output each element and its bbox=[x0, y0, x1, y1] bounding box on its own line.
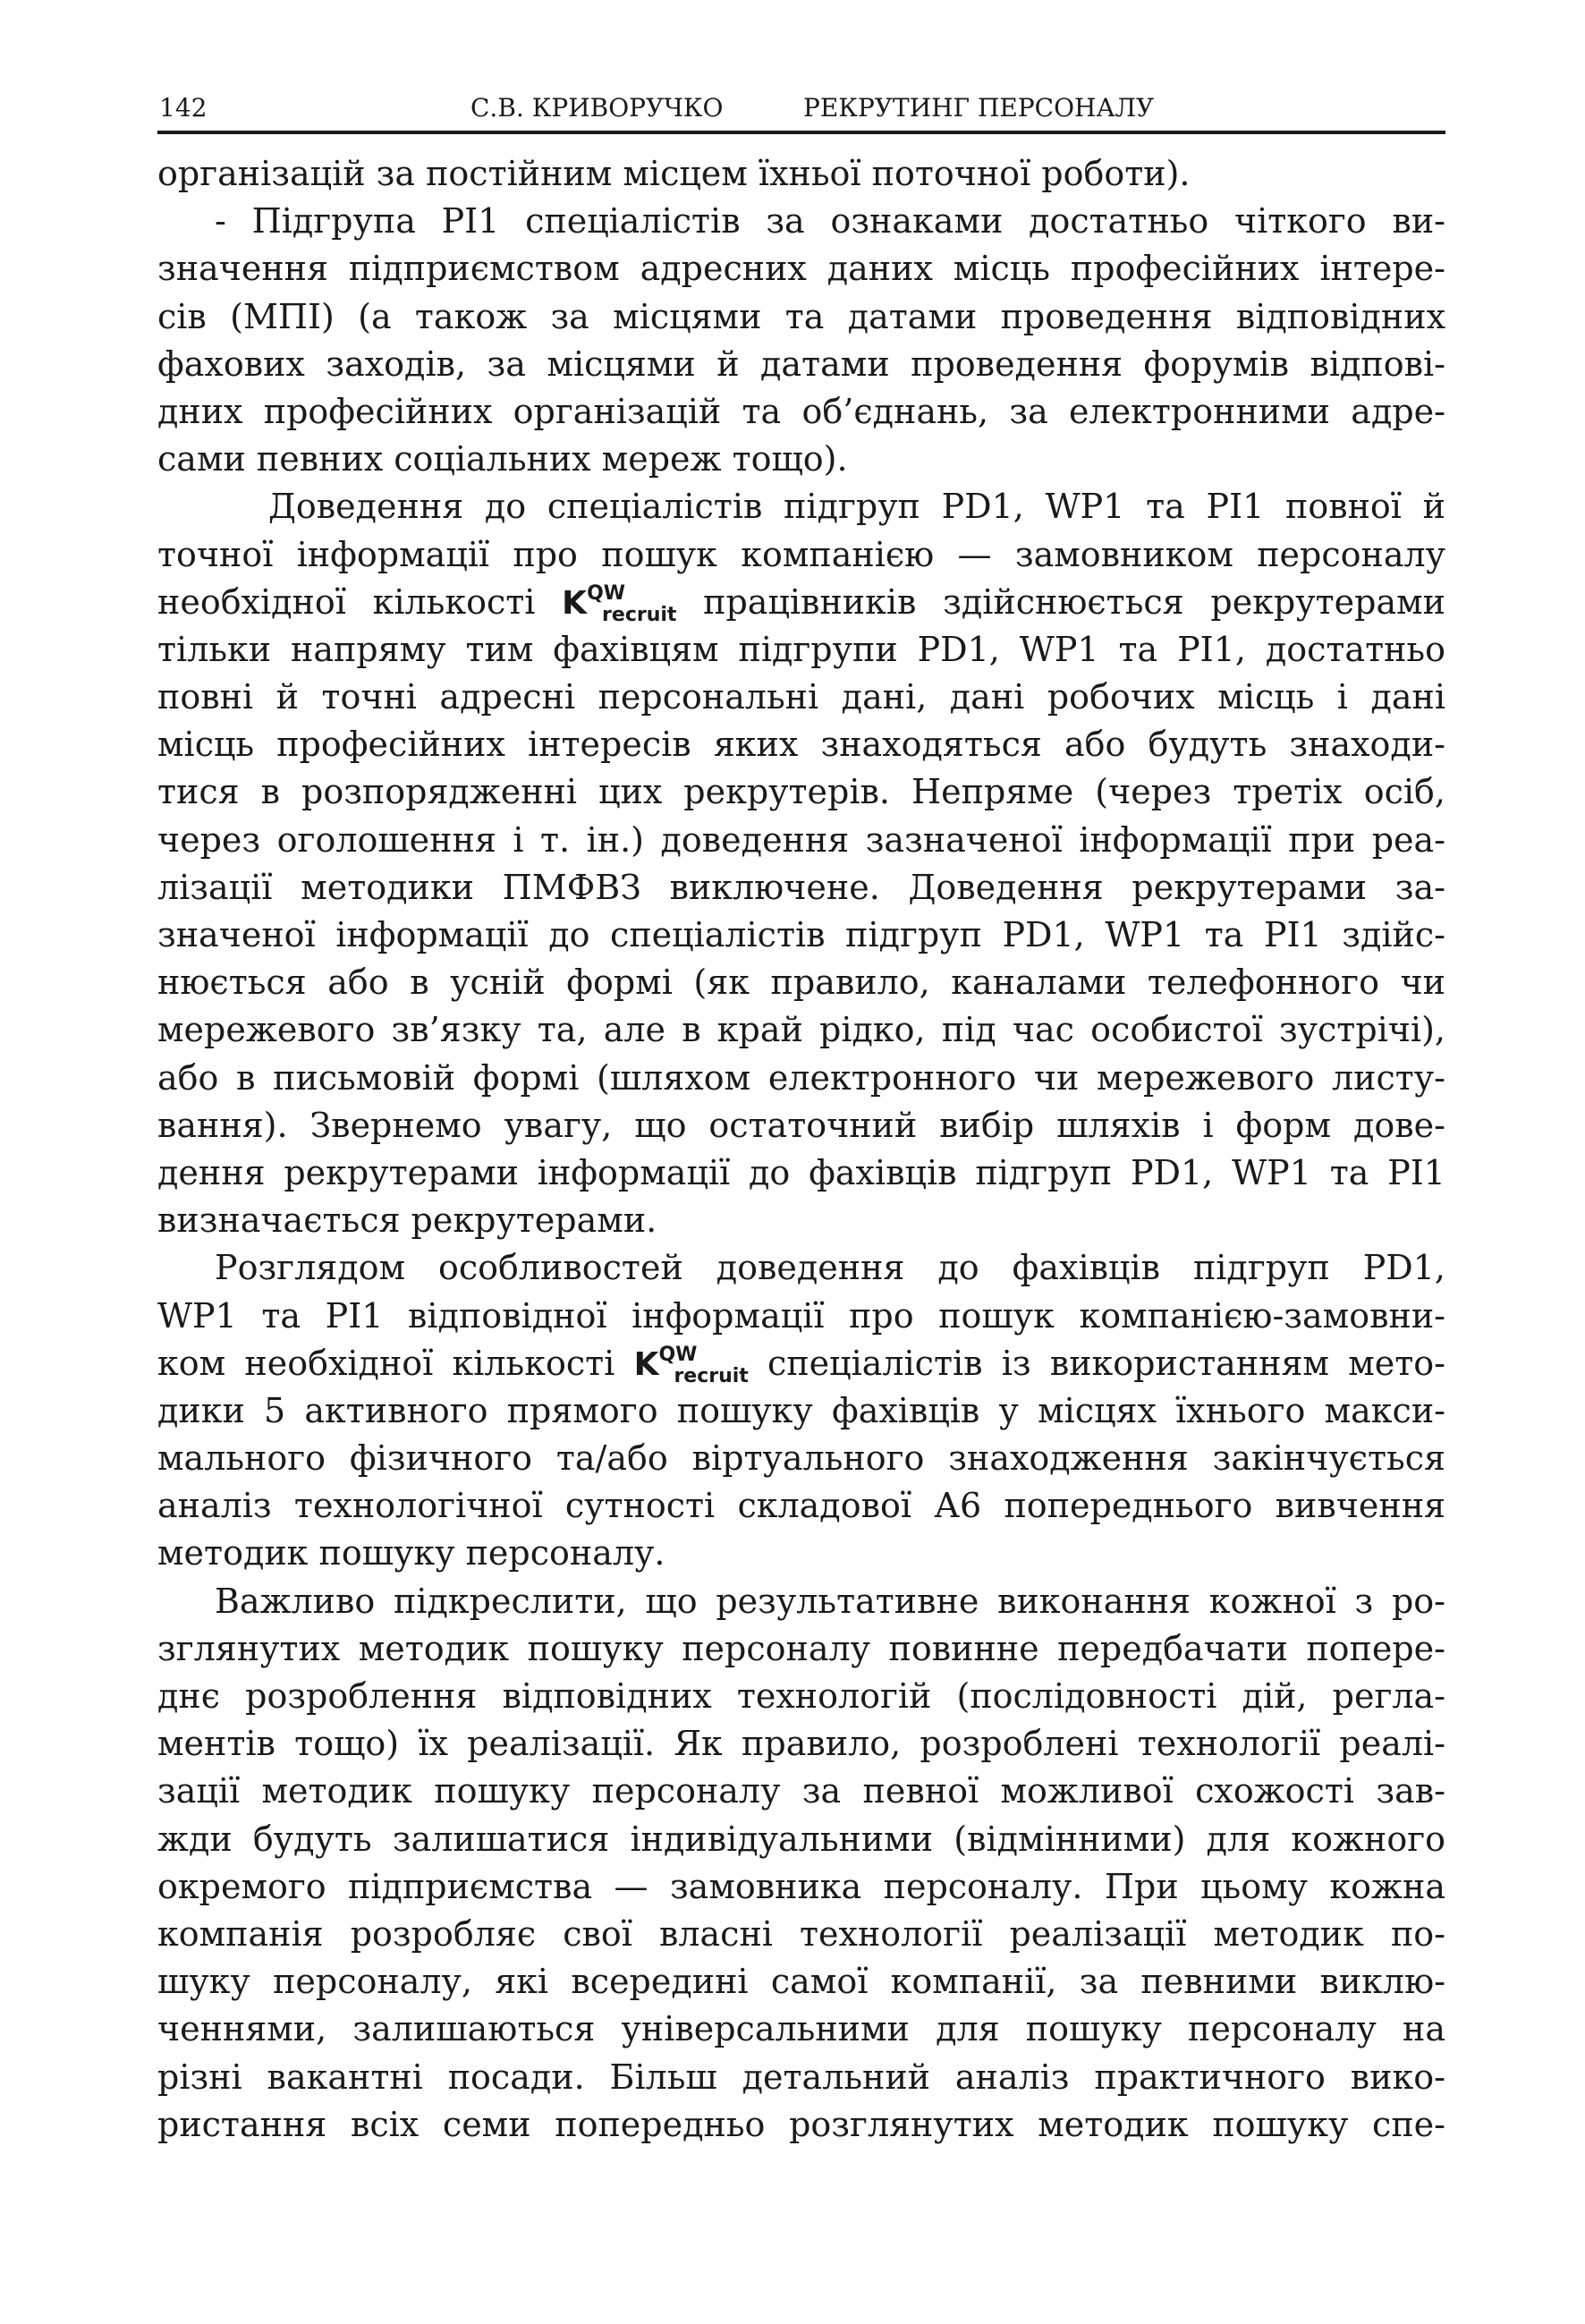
text-line: вання). Звернемо увагу, що остаточний вибір шляхів і форм дове- bbox=[157, 1105, 1445, 1145]
header-title: РЕКРУТИНГ ПЕРСОНАЛУ bbox=[803, 93, 1155, 123]
text-line: різні вакантні посади. Більш детальний аналіз практичного вико- bbox=[157, 2057, 1445, 2097]
text-line-with-formula bbox=[157, 579, 1445, 626]
text-line: організацій за постійним місцем їхньої поточної роботи). bbox=[157, 154, 1191, 193]
text-line: дних професійних організацій та об’єднань, за електронними адре- bbox=[157, 391, 1445, 431]
body-text bbox=[157, 150, 1445, 2149]
formula-k-recruit bbox=[562, 581, 677, 626]
running-header bbox=[157, 86, 1445, 134]
text-line: Доведення до спеціалістів підгруп PD1, WP1 та PI1 повної й bbox=[268, 487, 1445, 527]
text-line: точної інформації про пошук компанією — замовником персоналу bbox=[157, 534, 1445, 574]
formula-k-recruit bbox=[633, 1343, 749, 1387]
formula-superscript: QW bbox=[587, 581, 626, 605]
text-line: жди будуть залишатися індивідуальними (відмінними) для кожного bbox=[157, 1819, 1445, 1859]
text-fragment: працівників здійснюється рекрутерами bbox=[703, 581, 1445, 622]
text-line: дення рекрутерами інформації до фахівців підгруп PD1, WP1 та PI1 bbox=[157, 1152, 1445, 1192]
text-line: окремого підприємства — замовника персоналу. При цьому кожна bbox=[157, 1866, 1445, 1906]
formula-base: K bbox=[562, 584, 588, 622]
text-line: мального фізичного та/або віртуального знаходження закінчується bbox=[157, 1438, 1445, 1479]
text-line: днє розроблення відповідних технологій (послідовності дій, регла- bbox=[157, 1676, 1445, 1716]
text-line-with-formula bbox=[157, 1340, 1445, 1387]
formula-subscript: recruit bbox=[674, 1364, 749, 1387]
text-line: значеної інформації до спеціалістів підгруп PD1, WP1 та PI1 здійс- bbox=[157, 915, 1445, 954]
formula-subscript: recruit bbox=[602, 603, 677, 626]
text-line: або в письмовій формі (шляхом електронного чи мережевого листу- bbox=[157, 1057, 1445, 1098]
text-fragment: ком необхідної кількості bbox=[157, 1343, 615, 1383]
text-line: тися в розпорядженні цих рекрутерів. Непряме (через третіх осіб, bbox=[157, 772, 1445, 812]
text-line: компанія розробляє свої власні технології реалізації методик по- bbox=[157, 1913, 1445, 1954]
document-page bbox=[157, 86, 1445, 2269]
text-line: значення підприємством адресних даних місць професійних інтере- bbox=[157, 249, 1445, 289]
text-line: місць професійних інтересів яких знаходяться або будуть знаходи- bbox=[157, 725, 1445, 765]
text-line: фахових заходів, за місцями й датами проведення форумів відпові- bbox=[157, 344, 1445, 384]
text-line: лізації методики ПМФВЗ виключене. Доведення рекрутерами за- bbox=[157, 867, 1445, 907]
header-author: С.В. КРИВОРУЧКО bbox=[470, 93, 724, 123]
formula-superscript: QW bbox=[658, 1343, 698, 1366]
text-line: ментів тощо) їх реалізації. Як правило, розроблені технології реалі- bbox=[157, 1724, 1445, 1764]
text-line: зглянутих методик пошуку персоналу повинне передбачати попере- bbox=[157, 1628, 1445, 1668]
formula-base: K bbox=[633, 1345, 659, 1383]
text-line: ченнями, залишаються універсальними для пошуку персоналу на bbox=[157, 2009, 1445, 2049]
text-line: сів (МПІ) (а також за місцями та датами проведення відповідних bbox=[157, 296, 1445, 336]
text-line: через оголошення і т. ін.) доведення зазначеної інформації при реа- bbox=[157, 819, 1445, 860]
text-line: аналіз технологічної сутності складової А6 попереднього вивчення bbox=[157, 1486, 1445, 1526]
text-line: нюється або в усній формі (як правило, каналами телефонного чи bbox=[157, 963, 1445, 1003]
text-line: повні й точні адресні персональні дані, дані робочих місць і дані bbox=[157, 677, 1445, 717]
text-line: методик пошуку персоналу. bbox=[157, 1533, 665, 1573]
text-line: зації методик пошуку персоналу за певної можливої схожості зав- bbox=[157, 1771, 1445, 1811]
page-number: 142 bbox=[159, 93, 208, 123]
text-line: WP1 та PI1 відповідної інформації про пошук компанією-замовни- bbox=[157, 1295, 1445, 1336]
text-line: сами певних соціальних мереж тощо). bbox=[157, 439, 848, 479]
text-line: визначається рекрутерами. bbox=[157, 1200, 657, 1241]
text-line: шуку персоналу, які всередині самої компанії, за певними виклю- bbox=[157, 1962, 1445, 2002]
text-line: мережевого зв’язку та, але в край рідко, під час особистої зустрічі), bbox=[157, 1010, 1445, 1050]
text-line: ристання всіх семи попередньо розглянутих методик пошуку спе- bbox=[157, 2104, 1445, 2144]
text-line: Важливо підкреслити, що результативне виконання кожної з ро- bbox=[215, 1581, 1445, 1621]
text-line: тільки напряму тим фахівцям підгрупи PD1, WP1 та PI1, достатньо bbox=[157, 629, 1445, 669]
text-line: - Підгрупа PI1 спеціалістів за ознаками достатньо чіткого ви- bbox=[215, 201, 1445, 242]
text-fragment: необхідної кількості bbox=[157, 581, 536, 622]
text-line: Розглядом особливостей доведення до фахівців підгруп PD1, bbox=[215, 1248, 1445, 1288]
text-fragment: спеціалістів із використанням мето- bbox=[767, 1343, 1445, 1383]
text-line: дики 5 активного прямого пошуку фахівців у місцях їхнього макси- bbox=[157, 1390, 1445, 1430]
